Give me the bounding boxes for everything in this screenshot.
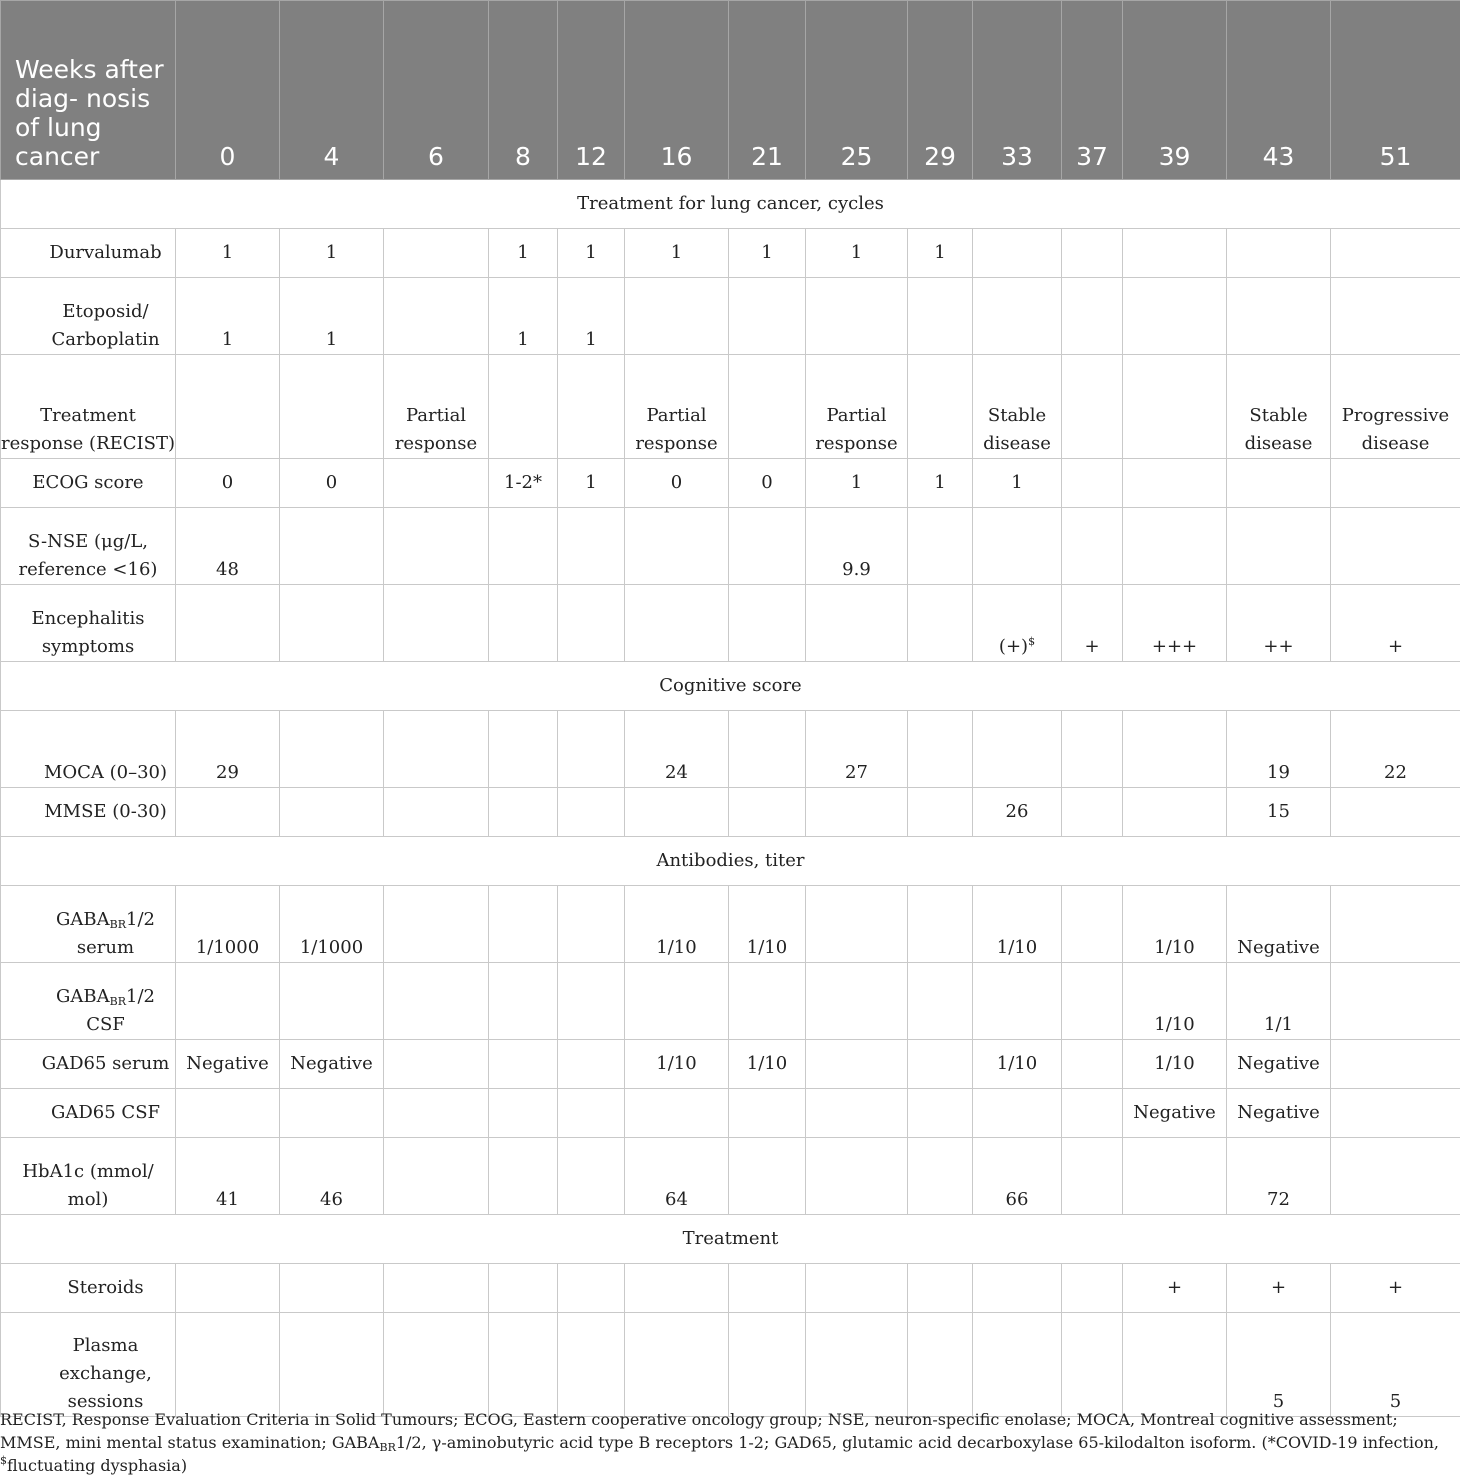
footnote-superscript: $ <box>0 1454 7 1467</box>
row-label: HbA1c (mmol/ mol) <box>1 1138 176 1215</box>
table-cell: 1 <box>625 229 729 278</box>
table-cell: 1 <box>489 278 558 355</box>
table-cell: 1 <box>558 229 625 278</box>
row-label <box>1 963 176 1040</box>
data-row <box>1 1264 1460 1313</box>
row-label: Encephalitis symptoms <box>1 585 176 662</box>
row-label: Etoposid/ Carboplatin <box>1 278 176 355</box>
table-cell <box>280 1313 384 1417</box>
table-cell: 22 <box>1331 711 1460 788</box>
table-cell <box>625 963 729 1040</box>
table-cell: Negative <box>280 1040 384 1089</box>
table-cell: Progressive disease <box>1331 355 1460 459</box>
table-cell: 26 <box>973 788 1062 837</box>
table-cell <box>973 711 1062 788</box>
table-cell <box>908 1040 973 1089</box>
row-label: Steroids <box>1 1264 176 1313</box>
table-footnote <box>0 1408 1458 1477</box>
table-cell <box>1062 886 1123 963</box>
table-cell: 9.9 <box>806 508 908 585</box>
table-cell <box>1062 1040 1123 1089</box>
table-cell <box>176 1313 280 1417</box>
table-cell <box>729 508 806 585</box>
table-cell: 15 <box>1227 788 1331 837</box>
table-cell: 1-2* <box>489 459 558 508</box>
table-cell <box>625 278 729 355</box>
table-cell: + <box>1123 1264 1227 1313</box>
row-label-rest: 1/2 CSF <box>86 986 155 1035</box>
table-cell: 1 <box>558 278 625 355</box>
table-cell <box>176 1089 280 1138</box>
table-cell <box>176 963 280 1040</box>
header-week: 33 <box>973 1 1062 180</box>
table-cell <box>1227 508 1331 585</box>
row-label: S-NSE (μg/L, reference <16) <box>1 508 176 585</box>
table-cell: 1/10 <box>1123 1040 1227 1089</box>
table-cell <box>806 1089 908 1138</box>
section-row <box>1 180 1460 229</box>
table-cell <box>280 1264 384 1313</box>
row-label <box>1 886 176 963</box>
table-cell <box>489 355 558 459</box>
table-cell <box>908 963 973 1040</box>
table-cell <box>973 1264 1062 1313</box>
table-cell <box>625 508 729 585</box>
table-cell <box>176 788 280 837</box>
table-cell <box>625 1264 729 1313</box>
data-row <box>1 1089 1460 1138</box>
table-cell <box>729 1313 806 1417</box>
row-label: Treatment response (RECIST) <box>1 355 176 459</box>
table-cell: 0 <box>280 459 384 508</box>
table-cell: Negative <box>1227 886 1331 963</box>
table-cell <box>1062 963 1123 1040</box>
table-cell <box>908 1313 973 1417</box>
table-cell <box>489 1313 558 1417</box>
table-cell: ++ <box>1227 585 1331 662</box>
header-week: 39 <box>1123 1 1227 180</box>
table-cell <box>806 585 908 662</box>
table-cell: 1/10 <box>973 1040 1062 1089</box>
table-cell: 66 <box>973 1138 1062 1215</box>
table-cell <box>384 1138 489 1215</box>
table-cell <box>1123 1313 1227 1417</box>
table-cell <box>1331 963 1460 1040</box>
table-cell: 1/10 <box>729 1040 806 1089</box>
table-cell <box>384 1313 489 1417</box>
table-cell <box>1062 355 1123 459</box>
table-cell <box>1062 1138 1123 1215</box>
table-cell: 1 <box>729 229 806 278</box>
data-row <box>1 1040 1460 1089</box>
header-week: 16 <box>625 1 729 180</box>
header-week: 21 <box>729 1 806 180</box>
section-label-antibodies: Antibodies, titer <box>1 837 1460 886</box>
row-label-gaba: GABA <box>56 986 110 1007</box>
table-cell <box>280 508 384 585</box>
table-cell <box>1062 459 1123 508</box>
table-cell <box>1331 1089 1460 1138</box>
data-row <box>1 711 1460 788</box>
table-cell <box>558 1264 625 1313</box>
table-cell: 46 <box>280 1138 384 1215</box>
table-cell <box>1062 508 1123 585</box>
table-cell <box>280 711 384 788</box>
row-label-rest: 1/2 serum <box>77 909 155 958</box>
table-cell <box>558 963 625 1040</box>
table-cell <box>1123 459 1227 508</box>
table-cell <box>973 508 1062 585</box>
table-cell <box>973 1313 1062 1417</box>
section-label-cognitive: Cognitive score <box>1 662 1460 711</box>
table-cell: + <box>1331 585 1460 662</box>
table-cell <box>973 278 1062 355</box>
table-cell <box>729 355 806 459</box>
table-cell <box>908 886 973 963</box>
data-row <box>1 355 1460 459</box>
table-cell <box>558 508 625 585</box>
table-cell: 1 <box>973 459 1062 508</box>
header-week: 29 <box>908 1 973 180</box>
header-week: 4 <box>280 1 384 180</box>
header-week: 12 <box>558 1 625 180</box>
table-cell <box>384 508 489 585</box>
data-row <box>1 585 1460 662</box>
table-cell: 1/1 <box>1227 963 1331 1040</box>
table-cell <box>729 1264 806 1313</box>
table-cell <box>384 886 489 963</box>
table-cell <box>729 585 806 662</box>
table-cell: 1 <box>908 459 973 508</box>
table-cell <box>489 711 558 788</box>
section-label-treatment: Treatment <box>1 1215 1460 1264</box>
table-cell: 0 <box>176 459 280 508</box>
table-cell <box>625 1089 729 1138</box>
table-cell <box>1227 229 1331 278</box>
cell-superscript: $ <box>1028 635 1035 648</box>
table-cell <box>558 1040 625 1089</box>
data-row <box>1 229 1460 278</box>
data-row <box>1 963 1460 1040</box>
table-cell: 1/1000 <box>280 886 384 963</box>
table-cell <box>806 963 908 1040</box>
row-label: MMSE (0-30) <box>1 788 176 837</box>
table-cell: Negative <box>1227 1040 1331 1089</box>
table-cell <box>558 585 625 662</box>
table-cell <box>973 585 1062 662</box>
table-cell <box>625 788 729 837</box>
table-cell: 1 <box>489 229 558 278</box>
table-cell <box>729 788 806 837</box>
table-cell <box>1227 278 1331 355</box>
table-cell: 5 <box>1227 1313 1331 1417</box>
table-cell: 0 <box>625 459 729 508</box>
table-cell <box>176 1264 280 1313</box>
table-cell <box>908 278 973 355</box>
row-label: GAD65 serum <box>1 1040 176 1089</box>
table-cell <box>973 963 1062 1040</box>
table-cell <box>280 355 384 459</box>
footnote-text-3: fluctuating dysphasia) <box>7 1456 187 1475</box>
table-cell <box>806 886 908 963</box>
table-cell <box>729 1138 806 1215</box>
table-cell <box>1331 788 1460 837</box>
table-cell: 19 <box>1227 711 1331 788</box>
table-cell <box>1331 459 1460 508</box>
table-cell <box>280 1089 384 1138</box>
table-cell <box>384 1264 489 1313</box>
table-cell <box>489 1264 558 1313</box>
data-row <box>1 1313 1460 1417</box>
table-cell <box>1123 711 1227 788</box>
table-cell <box>806 1313 908 1417</box>
table-cell <box>1062 1313 1123 1417</box>
header-week: 6 <box>384 1 489 180</box>
table-cell <box>558 1138 625 1215</box>
section-row <box>1 662 1460 711</box>
table-cell <box>384 963 489 1040</box>
table-cell <box>489 963 558 1040</box>
table-cell: 1 <box>806 459 908 508</box>
table-cell <box>384 459 489 508</box>
table-cell: 1/10 <box>1123 963 1227 1040</box>
table-cell <box>1062 711 1123 788</box>
table-cell: 1/1000 <box>176 886 280 963</box>
table-cell <box>384 229 489 278</box>
table-cell: Stable disease <box>1227 355 1331 459</box>
row-label-subscript: BR <box>110 918 126 931</box>
row-label: Plasma exchange, sessions <box>1 1313 176 1417</box>
table-cell <box>558 711 625 788</box>
table-cell: 1 <box>176 278 280 355</box>
table-cell: Negative <box>1123 1089 1227 1138</box>
table-cell <box>908 508 973 585</box>
table-cell <box>806 1138 908 1215</box>
header-week: 43 <box>1227 1 1331 180</box>
table-cell <box>1123 278 1227 355</box>
table-cell <box>908 585 973 662</box>
table-cell: 1/10 <box>1123 886 1227 963</box>
footnote-text-2: 1/2, γ-aminobutyric acid type B receptors 1-2; GAD65, glutamic acid decarboxylase 65-kilodalton isoform. (*COVID-19 infection, <box>396 1433 1439 1452</box>
table-cell <box>973 229 1062 278</box>
row-label-gaba: GABA <box>56 909 110 930</box>
table-cell: Partial response <box>625 355 729 459</box>
table-cell <box>625 585 729 662</box>
data-row <box>1 886 1460 963</box>
row-label: Durvalumab <box>1 229 176 278</box>
table-cell: +++ <box>1123 585 1227 662</box>
table-cell <box>1331 886 1460 963</box>
table-cell <box>806 788 908 837</box>
table-cell: 64 <box>625 1138 729 1215</box>
table-cell <box>558 1089 625 1138</box>
table-cell <box>1331 278 1460 355</box>
section-row <box>1 837 1460 886</box>
table-cell: 1 <box>558 459 625 508</box>
table-cell: 1 <box>176 229 280 278</box>
table-cell <box>806 1264 908 1313</box>
row-label: MOCA (0–30) <box>1 711 176 788</box>
table-cell: 1/10 <box>729 886 806 963</box>
table-cell: + <box>1062 585 1123 662</box>
table-cell <box>1331 1040 1460 1089</box>
row-label: ECOG score <box>1 459 176 508</box>
table-cell <box>1123 508 1227 585</box>
cell-value: (+) <box>999 636 1028 657</box>
table-cell <box>489 1138 558 1215</box>
header-week: 25 <box>806 1 908 180</box>
table-cell <box>908 1138 973 1215</box>
table-cell: 5 <box>1331 1313 1460 1417</box>
table-cell: 1 <box>280 278 384 355</box>
data-row <box>1 1138 1460 1215</box>
table-cell: 27 <box>806 711 908 788</box>
table-cell <box>384 711 489 788</box>
table-cell: + <box>1331 1264 1460 1313</box>
table-cell <box>558 355 625 459</box>
table-cell <box>280 788 384 837</box>
row-label-subscript: BR <box>110 995 126 1008</box>
table-cell <box>729 278 806 355</box>
data-row <box>1 459 1460 508</box>
data-row <box>1 508 1460 585</box>
table-cell <box>908 1264 973 1313</box>
footnote-text-1: RECIST, Response Evaluation Criteria in Solid Tumours; ECOG, Eastern cooperative oncology group; NSE, neuron-specific enolase; MOCA, Montreal cognitive assessment; MMSE, mini mental status examination; GABA <box>0 1410 1398 1452</box>
table-cell <box>384 278 489 355</box>
table-cell <box>1062 788 1123 837</box>
table-cell <box>625 1313 729 1417</box>
table-cell: Stable disease <box>973 355 1062 459</box>
table-cell <box>729 963 806 1040</box>
table-cell <box>489 886 558 963</box>
table-cell <box>384 788 489 837</box>
table-cell: 1 <box>806 229 908 278</box>
section-label-treatment-lung: Treatment for lung cancer, cycles <box>1 180 1460 229</box>
table-cell <box>489 585 558 662</box>
table-cell <box>1123 788 1227 837</box>
table-cell <box>176 355 280 459</box>
table-cell <box>908 711 973 788</box>
table-cell <box>1123 1138 1227 1215</box>
header-week: 8 <box>489 1 558 180</box>
header-week: 51 <box>1331 1 1460 180</box>
data-row <box>1 788 1460 837</box>
table-cell <box>908 788 973 837</box>
table-cell: 1 <box>280 229 384 278</box>
table-cell <box>1331 229 1460 278</box>
table-cell <box>280 585 384 662</box>
table-cell <box>558 788 625 837</box>
row-label: GAD65 CSF <box>1 1089 176 1138</box>
table-cell <box>384 1040 489 1089</box>
table-cell <box>176 585 280 662</box>
table-cell: Partial response <box>384 355 489 459</box>
table-cell <box>384 585 489 662</box>
table-cell <box>1123 229 1227 278</box>
table-cell: 1/10 <box>973 886 1062 963</box>
table-cell: 48 <box>176 508 280 585</box>
header-row <box>1 1 1460 180</box>
table-cell: 1 <box>908 229 973 278</box>
table-cell <box>280 963 384 1040</box>
table-cell <box>908 355 973 459</box>
table-cell <box>806 278 908 355</box>
table-cell: 29 <box>176 711 280 788</box>
table-cell: + <box>1227 1264 1331 1313</box>
header-week: 37 <box>1062 1 1123 180</box>
table-cell: Partial response <box>806 355 908 459</box>
table-cell: 1/10 <box>625 1040 729 1089</box>
table-cell <box>489 508 558 585</box>
table-cell <box>489 1040 558 1089</box>
table-cell <box>1331 1138 1460 1215</box>
table-cell <box>489 788 558 837</box>
table-cell <box>729 1089 806 1138</box>
table-cell <box>1123 355 1227 459</box>
header-weeks-label: Weeks after diag- nosis of lung cancer <box>1 1 176 180</box>
table-cell <box>489 1089 558 1138</box>
table-cell: 0 <box>729 459 806 508</box>
table-cell: 72 <box>1227 1138 1331 1215</box>
table-cell: Negative <box>176 1040 280 1089</box>
footnote-subscript: BR <box>379 1441 395 1454</box>
table-cell <box>558 886 625 963</box>
table-cell <box>1331 508 1460 585</box>
table-cell <box>1062 278 1123 355</box>
section-row <box>1 1215 1460 1264</box>
table-cell: 1/10 <box>625 886 729 963</box>
table-cell <box>1062 1264 1123 1313</box>
table-cell <box>729 711 806 788</box>
table-cell <box>1062 1089 1123 1138</box>
table-cell <box>384 1089 489 1138</box>
table-cell <box>1062 229 1123 278</box>
data-row <box>1 278 1460 355</box>
table-cell <box>1227 459 1331 508</box>
table-cell <box>806 1040 908 1089</box>
table-cell <box>558 1313 625 1417</box>
table-cell: 41 <box>176 1138 280 1215</box>
table-cell: 24 <box>625 711 729 788</box>
table-cell <box>908 1089 973 1138</box>
table-cell <box>973 1089 1062 1138</box>
header-week: 0 <box>176 1 280 180</box>
table-cell: Negative <box>1227 1089 1331 1138</box>
